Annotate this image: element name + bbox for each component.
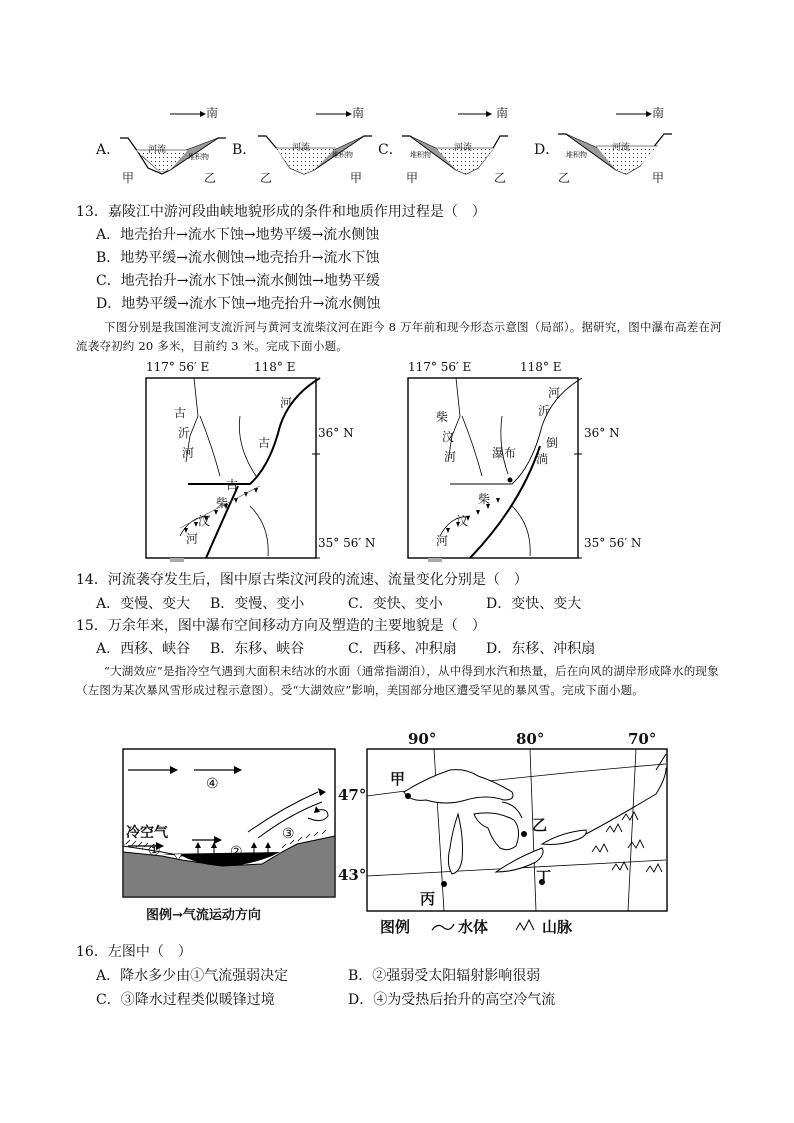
map-label-he-1: 河 xyxy=(182,446,195,460)
deposit-label-d: 堆积物 xyxy=(566,151,587,159)
q16-option-a[interactable]: A．降水多少由①气流强弱决定 xyxy=(96,968,289,984)
map-label-yi-1: 沂 xyxy=(178,426,191,440)
lon-label-left-1: 117° 56′ E xyxy=(146,360,210,374)
point-left-c: 甲 xyxy=(406,171,419,185)
water-legend-icon xyxy=(430,920,456,934)
point-right-d: 甲 xyxy=(652,171,665,185)
deposit-label-c: 堆积物 xyxy=(410,151,431,159)
q15-stem: 15．万余年来，图中瀑布空间移动方向及塑造的主要地貌是（ ） xyxy=(76,618,486,634)
lat-label-right-1: 36° N xyxy=(584,426,620,440)
q15-option-d[interactable]: D．东移、冲积扇 xyxy=(486,641,596,657)
great-lakes-map xyxy=(338,730,700,940)
passage-rivers: 下图分别是我国淮河支流沂河与黄河支流柴汶河在距今 8 万年前和现今形态示意图（局部）。据研究，图中瀑布高差在河流袭夺初约 20 多米，目前约 3 米。完成下面小题。 xyxy=(76,320,722,353)
map-label-tang: 淌 xyxy=(536,452,549,466)
legend-airflow: 图例→气流运动方向 xyxy=(146,908,261,923)
passage-lake-effect: “大湖效应”是指冷空气遇到大面积未结冰的水面（通常指湖泊），从中得到水汽和热量，后在向风的湖岸形成降水的现象（左图为某次暴风雪形成过程示意图）。受“大湖效应”影响，美国部分地区遭受罕见的暴风雪。完成下面小题。 xyxy=(76,664,719,697)
south-label-a: 南 xyxy=(206,106,219,120)
river-capture-maps xyxy=(140,358,660,573)
q16-stem: 16．左图中（ ） xyxy=(76,944,192,960)
map-label-he-4: 河 xyxy=(548,386,561,400)
map-panels xyxy=(140,376,660,573)
deposit-label-b: 堆积物 xyxy=(332,151,353,159)
q13-stem: 13．嘉陵江中游河段曲峡地貌形成的条件和地质作用过程是（ ） xyxy=(76,204,486,220)
q15-option-b[interactable]: B．东移、峡谷 xyxy=(210,641,305,657)
map-label-he-5: 河 xyxy=(444,450,457,464)
option-letter-c: C． xyxy=(378,142,403,158)
point-left-d: 乙 xyxy=(558,171,571,185)
lon-70: 70° xyxy=(628,730,657,748)
lon-label-left-2: 118° E xyxy=(254,360,296,374)
map-label-wen-3: 汶 xyxy=(456,514,469,528)
point-jia: 甲 xyxy=(390,770,406,788)
lon-label-right-2: 118° E xyxy=(520,360,562,374)
map-label-chai-3: 柴 xyxy=(478,492,491,506)
q16-option-b[interactable]: B．②强弱受太阳辐射影响很弱 xyxy=(348,968,541,984)
map-label-dao: 倒 xyxy=(546,436,559,450)
river-label-b: 河流 xyxy=(292,143,311,153)
map-label-yi-2: 沂 xyxy=(538,404,551,418)
map-label-he-3: 河 xyxy=(186,532,199,546)
lat-43: 43° xyxy=(338,866,367,884)
q14-stem: 14．河流袭夺发生后，图中原古柴汶河段的流速、流量变化分别是（ ） xyxy=(76,572,528,588)
point-left-a: 甲 xyxy=(122,171,135,185)
label-1: ① xyxy=(148,843,161,859)
lake-effect-diagram xyxy=(122,748,336,928)
legend-mountain: 山脉 xyxy=(542,918,573,936)
map-label-gu-2: 古 xyxy=(258,436,271,450)
label-4: ④ xyxy=(206,776,219,792)
q13-option-b[interactable]: B．地势平缓→流水侧蚀→地壳抬升→流水下蚀 xyxy=(96,250,380,266)
cold-air-label: 冷空气 xyxy=(126,825,168,841)
q14-option-b[interactable]: B．变慢、变小 xyxy=(210,596,305,612)
q14-option-d[interactable]: D．变快、变大 xyxy=(486,596,582,612)
river-label-a: 河流 xyxy=(148,145,167,155)
label-3: ③ xyxy=(282,826,295,842)
mountain-legend-icon xyxy=(514,918,538,932)
q14-option-a[interactable]: A．变慢、变大 xyxy=(96,596,191,612)
lat-47: 47° xyxy=(338,786,367,804)
map-label-gu-1: 古 xyxy=(174,406,187,420)
south-label-b: 南 xyxy=(352,106,365,120)
option-letter-a: A． xyxy=(96,142,121,158)
map-label-wen-1: 汶 xyxy=(198,514,211,528)
deposit-label-a: 堆积物 xyxy=(188,153,209,161)
map-label-chai-1: 柴 xyxy=(216,496,229,510)
south-label-c: 南 xyxy=(496,106,509,120)
point-left-b: 乙 xyxy=(260,171,273,185)
q13-option-d[interactable]: D．地势平缓→流水下蚀→地壳抬升→流水侧蚀 xyxy=(96,296,381,312)
point-right-c: 乙 xyxy=(494,171,507,185)
legend-water: 水体 xyxy=(458,918,489,936)
south-label-d: 南 xyxy=(652,106,665,120)
lat-label-right-2: 35° 56′ N xyxy=(584,536,642,550)
legend-title: 图例 xyxy=(380,918,411,936)
lon-90: 90° xyxy=(408,730,437,748)
great-lakes-svg xyxy=(366,748,670,914)
option-letter-d: D． xyxy=(534,142,560,158)
river-label-c: 河流 xyxy=(454,143,473,153)
point-right-a: 乙 xyxy=(204,171,217,185)
q16-option-d[interactable]: D．④为受热后抬升的高空冷气流 xyxy=(348,992,556,1008)
river-label-d: 河流 xyxy=(612,143,631,153)
map-label-gu-3: 古 xyxy=(226,478,239,492)
q12-diagrams xyxy=(90,100,690,195)
lat-label-left-1: 36° N xyxy=(318,426,354,440)
point-ding: 丁 xyxy=(536,868,552,886)
label-2: ② xyxy=(230,844,243,860)
map-label-wen-2: 汶 xyxy=(442,430,455,444)
point-yi: 乙 xyxy=(532,816,548,834)
q13-option-a[interactable]: A．地壳抬升→流水下蚀→地势平缓→流水侧蚀 xyxy=(96,227,380,243)
q16-option-c[interactable]: C．③降水过程类似暖锋过境 xyxy=(96,992,275,1008)
q15-option-a[interactable]: A．西移、峡谷 xyxy=(96,641,191,657)
option-letter-b: B． xyxy=(232,142,257,158)
lon-label-right-1: 117° 56′ E xyxy=(408,360,472,374)
map-label-chai-2: 柴 xyxy=(436,410,449,424)
lat-label-left-2: 35° 56′ N xyxy=(318,536,376,550)
lon-80: 80° xyxy=(516,730,545,748)
point-bing: 丙 xyxy=(420,890,436,908)
map-label-he-6: 河 xyxy=(436,534,449,548)
q13-option-c[interactable]: C．地壳抬升→流水下蚀→流水侧蚀→地势平缓 xyxy=(96,273,380,289)
q15-option-c[interactable]: C．西移、冲积扇 xyxy=(348,641,457,657)
waterfall-label: 瀑布 xyxy=(492,446,517,460)
map-label-he-2: 河 xyxy=(280,396,293,410)
point-right-b: 甲 xyxy=(350,171,363,185)
q14-option-c[interactable]: C．变快、变小 xyxy=(348,596,443,612)
